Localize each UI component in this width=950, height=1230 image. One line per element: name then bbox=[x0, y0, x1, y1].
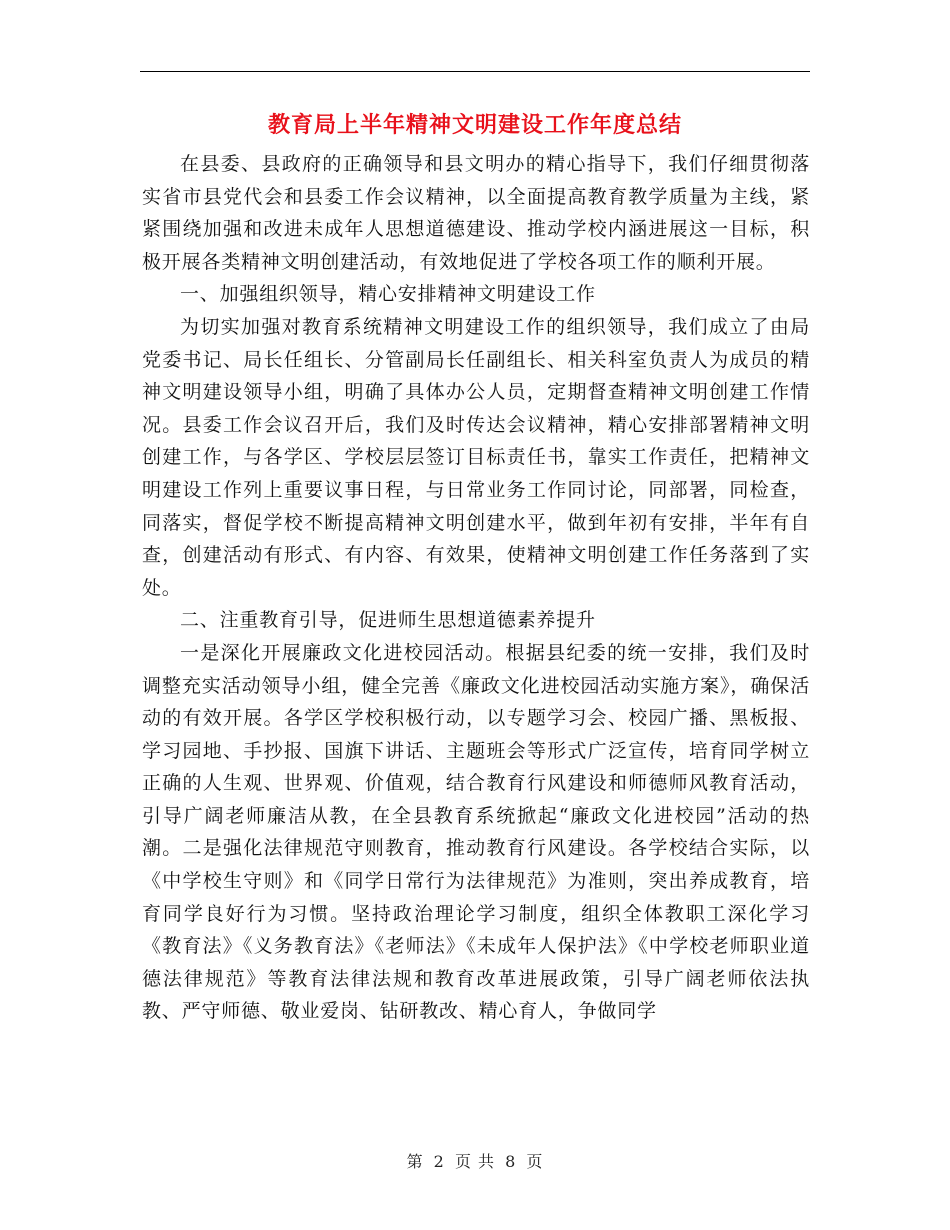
paragraph-intro: 在县委、县政府的正确领导和县文明办的精心指导下，我们仔细贯彻落实省市县党代会和县委工作会议精神，以全面提高教育教学质量为主线，紧紧围绕加强和改进未成年人思想道德建设、推动学校内涵进展这一目标，积极开展各类精神文明创建活动，有效地促进了学校各项工作的顺利开展。 bbox=[142, 153, 810, 273]
section-heading-2: 二、注重教育引导，促进师生思想道德素养提升 bbox=[180, 609, 596, 632]
footer-total-pages: 8 bbox=[505, 1152, 517, 1171]
section-heading-1: 一、加强组织领导，精心安排精神文明建设工作 bbox=[180, 283, 596, 306]
footer-suffix: 页 bbox=[526, 1152, 544, 1171]
header-rule bbox=[140, 71, 810, 72]
document-title: 教育局上半年精神文明建设工作年度总结 bbox=[267, 113, 682, 138]
footer-middle: 页 共 bbox=[454, 1152, 496, 1171]
footer-page-number: 2 bbox=[433, 1152, 445, 1171]
footer-prefix: 第 bbox=[406, 1152, 424, 1171]
paragraph-section-2: 一是深化开展廉政文化进校园活动。根据县纪委的统一安排，我们及时调整充实活动领导小组，健全完善《廉政文化进校园活动实施方案》，确保活动的有效开展。各学区学校积极行动，以专题学习会、校园广播、黑板报、学习园地、手抄报、国旗下讲话、主题班会等形式广泛宣传，培育同学树立正确的人生观、世界观、价值观，结合教育行风建设和师德师风教育活动，引导广阔老师廉洁从教，在全县教育系统掀起“廉政文化进校园”活动的热潮。二是强化法律规范守则教育，推动教育行风建设。各学校结合实际，以《中学校生守则》和《同学日常行为法律规范》为准则，突出养成教育，培育同学良好行为习惯。坚持政治理论学习制度，组织全体教职工深化学习《教育法》《义务教育法》《老师法》《未成年人保护法》《中学校老师职业道德法律规范》等教育法律法规和教育改革进展政策，引导广阔老师依法执教、严守师德、敬业爱岗、钻研教改、精心育人，争做同学 bbox=[142, 641, 810, 1023]
page-footer bbox=[0, 1150, 950, 1174]
document-body bbox=[142, 148, 810, 1028]
paragraph-section-1: 为切实加强对教育系统精神文明建设工作的组织领导，我们成立了由局党委书记、局长任组长、分管副局长任副组长、相关科室负责人为成员的精神文明建设领导小组，明确了具体办公人员，定期督查精神文明创建工作情况。县委工作会议召开后，我们及时传达会议精神，精心安排部署精神文明创建工作，与各学区、学校层层签订目标责任书，靠实工作责任，把精神文明建设工作列上重要议事日程，与日常业务工作同讨论，同部署，同检查，同落实，督促学校不断提高精神文明创建水平，做到年初有安排，半年有自查，创建活动有形式、有内容、有效果，使精神文明创建工作任务落到了实处。 bbox=[142, 315, 810, 599]
